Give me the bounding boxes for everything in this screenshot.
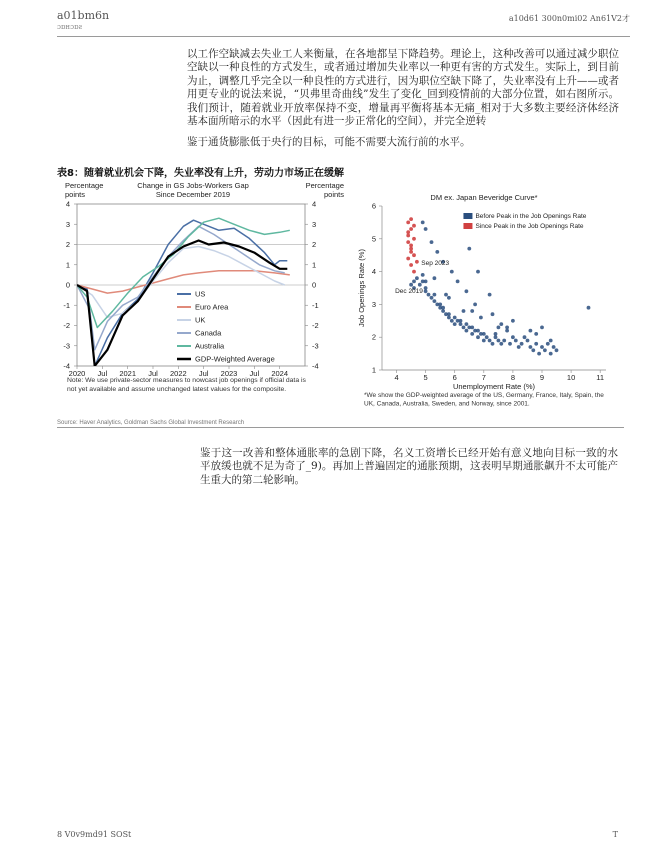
y-tick-label: 3 [371, 299, 376, 309]
y-tick-label-left: 4 [65, 199, 70, 209]
scatter-point-before-peak [450, 319, 454, 323]
scatter-point-before-peak [491, 342, 495, 346]
scatter-point-since-peak [406, 257, 410, 261]
header-right-text: a10d61 300n0mi02 An61V2才 [508, 14, 630, 23]
scatter-point-before-peak [433, 293, 437, 297]
scatter-point-before-peak [476, 270, 480, 274]
x-tick-label: 10 [566, 373, 576, 382]
scatter-point-before-peak [470, 309, 474, 313]
scatter-point-before-peak [473, 303, 477, 307]
scatter-point-before-peak [465, 329, 469, 333]
y-tick-label-right: -3 [312, 341, 319, 351]
chart-note: Note: We use private-sector measures to nowcast job openings if official data is [67, 377, 306, 384]
scatter-point-before-peak [488, 339, 492, 343]
scatter-point-before-peak [555, 348, 559, 352]
scatter-point-before-peak [549, 352, 553, 356]
scatter-point-before-peak [447, 296, 451, 300]
x-tick-label: 2021 [119, 369, 137, 378]
scatter-point-before-peak [421, 221, 425, 225]
x-tick-label: 5 [423, 373, 428, 382]
scatter-point-before-peak [491, 312, 495, 316]
chart-note: not yet available and assume unchanged latest values for the composite. [67, 386, 287, 393]
scatter-point-before-peak [424, 289, 428, 293]
scatter-point-before-peak [502, 339, 506, 343]
y-tick-label-left: 3 [65, 219, 70, 229]
jobs-workers-gap-chart [57, 176, 347, 420]
footer-left-text: 8 V0v9md91 SOSt [57, 830, 132, 839]
y-tick-label-left: 1 [65, 260, 70, 270]
y-tick-label-right: -2 [312, 321, 319, 330]
brand-logo [57, 10, 109, 33]
x-tick-label: 2023 [220, 369, 238, 378]
figure-container [57, 176, 624, 426]
scatter-point-before-peak [424, 227, 428, 231]
y-axis-label-right: points [323, 190, 344, 199]
scatter-point-before-peak [447, 312, 451, 316]
scatter-point-before-peak [459, 322, 463, 326]
scatter-point-before-peak [534, 342, 538, 346]
scatter-point-since-peak [406, 221, 410, 225]
scatter-point-before-peak [450, 270, 454, 274]
scatter-point-before-peak [462, 326, 466, 330]
chart-note: *We show the GDP-weighted average of the US, Germany, France, Italy, Spain, the [364, 392, 604, 399]
page-number: T [612, 830, 618, 839]
scatter-point-since-peak [412, 270, 416, 274]
scatter-point-before-peak [497, 326, 501, 330]
scatter-point-before-peak [505, 326, 509, 330]
x-tick-label: 9 [539, 373, 545, 382]
x-tick-label: Jul [198, 369, 209, 378]
scatter-point-before-peak [470, 326, 474, 330]
chart-subtitle: Since December 2019 [155, 190, 231, 199]
scatter-point-before-peak [494, 332, 498, 336]
y-tick-label-left: 0 [65, 280, 70, 290]
scatter-point-before-peak [456, 280, 460, 284]
scatter-point-before-peak [465, 322, 469, 326]
scatter-point-since-peak [415, 260, 419, 264]
scatter-point-before-peak [438, 303, 442, 307]
scatter-point-before-peak [430, 296, 434, 300]
scatter-point-before-peak [409, 283, 413, 287]
scatter-point-before-peak [499, 342, 503, 346]
legend-swatch [463, 213, 472, 219]
scatter-point-before-peak [514, 339, 518, 343]
scatter-point-before-peak [453, 322, 457, 326]
scatter-point-before-peak [543, 348, 547, 352]
scatter-point-before-peak [517, 345, 521, 349]
y-tick-label-left: -4 [63, 361, 70, 371]
x-tick-label: Jul [97, 369, 108, 378]
scatter-point-before-peak [412, 280, 416, 284]
y-tick-label-right: -1 [312, 300, 319, 310]
scatter-point-before-peak [424, 286, 428, 290]
scatter-point-since-peak [409, 250, 413, 254]
legend-label: US [195, 289, 206, 299]
brand-logo-subtext: ɔɒʜɔɒƨ [57, 23, 83, 31]
scatter-point-before-peak [497, 339, 501, 343]
scatter-point-since-peak [406, 240, 410, 244]
scatter-point-before-peak [549, 339, 553, 343]
scatter-point-before-peak [430, 240, 434, 244]
x-tick-label: Jul [249, 369, 260, 378]
scatter-point-before-peak [476, 329, 480, 333]
y-tick-label: 6 [371, 201, 376, 211]
x-tick-label: 2020 [68, 369, 86, 378]
legend-label: Euro Area [195, 302, 229, 312]
scatter-point-before-peak [479, 316, 483, 320]
scatter-point-before-peak [444, 293, 448, 297]
y-tick-label-right: 4 [312, 199, 317, 209]
y-tick-label-left: 2 [65, 240, 70, 249]
y-tick-label-right: 2 [312, 240, 317, 249]
scatter-point-before-peak [441, 306, 445, 310]
scatter-point-before-peak [459, 319, 463, 323]
scatter-point-since-peak [412, 237, 416, 241]
x-axis-label: Unemployment Rate (%) [452, 382, 536, 391]
scatter-point-since-peak [412, 224, 416, 228]
scatter-point-before-peak [462, 309, 466, 313]
series-line-gdp [77, 241, 287, 367]
chart-annotation: Sep 2023 [421, 260, 450, 268]
scatter-point-before-peak [465, 289, 469, 293]
x-tick-label: 2024 [271, 369, 289, 378]
scatter-point-before-peak [540, 345, 544, 349]
scatter-point-before-peak [433, 299, 437, 303]
scatter-point-before-peak [511, 319, 515, 323]
figure-source: Source: Haver Analytics, Goldman Sachs Global Investment Research [57, 420, 245, 426]
y-tick-label: 4 [371, 267, 376, 277]
beveridge-curve-chart [354, 176, 624, 420]
scatter-point-before-peak [511, 335, 515, 339]
scatter-point-before-peak [537, 352, 541, 356]
scatter-point-before-peak [418, 283, 422, 287]
chart-title: DM ex. Japan Beveridge Curve* [430, 193, 538, 202]
x-tick-label: Jul [148, 369, 158, 378]
y-tick-label-right: 1 [312, 260, 317, 270]
y-axis-label: Job Openings Rate (%) [357, 249, 366, 327]
x-tick-label: 8 [510, 373, 515, 382]
scatter-point-before-peak [529, 345, 533, 349]
scatter-point-before-peak [587, 306, 591, 310]
y-tick-label: 1 [371, 365, 376, 375]
scatter-point-before-peak [435, 250, 439, 254]
scatter-point-before-peak [482, 332, 486, 336]
x-tick-label: 2022 [169, 369, 187, 378]
scatter-point-before-peak [508, 342, 512, 346]
chart-title: Change in GS Jobs-Workers Gap [137, 181, 249, 190]
y-tick-label: 2 [371, 332, 376, 342]
x-tick-label: 4 [394, 373, 399, 382]
scatter-point-before-peak [534, 332, 538, 336]
scatter-point-since-peak [406, 230, 410, 234]
scatter-point-before-peak [470, 332, 474, 336]
scatter-point-since-peak [409, 263, 413, 267]
x-tick-label: 7 [481, 373, 486, 382]
scatter-point-before-peak [529, 329, 533, 333]
chart-annotation: Dec 2019 [395, 287, 423, 295]
scatter-point-before-peak [520, 342, 524, 346]
scatter-point-before-peak [447, 316, 451, 320]
scatter-point-before-peak [526, 339, 530, 343]
x-tick-label: 6 [452, 373, 457, 382]
legend-label: Australia [195, 341, 225, 351]
y-axis-label-right: Percentage [305, 181, 344, 190]
body-paragraph-2: 鉴于通货膨胀低于央行的目标，可能不需要大流行前的水平。 [187, 136, 471, 148]
scatter-point-before-peak [453, 316, 457, 320]
scatter-point-before-peak [467, 247, 471, 251]
y-tick-label-right: -4 [312, 361, 319, 371]
y-axis-label-left: points [65, 190, 86, 199]
y-axis-label-left: Percentage [65, 181, 104, 190]
scatter-point-before-peak [476, 335, 480, 339]
y-tick-label-left: -2 [63, 321, 70, 330]
scatter-point-before-peak [421, 273, 425, 277]
legend-label: Canada [195, 328, 222, 338]
scatter-point-before-peak [499, 322, 503, 326]
scatter-point-before-peak [494, 335, 498, 339]
scatter-point-before-peak [531, 348, 535, 352]
x-tick-label: 11 [596, 373, 605, 382]
scatter-point-since-peak [406, 234, 410, 238]
scatter-point-before-peak [424, 280, 428, 284]
legend-label: GDP-Weighted Average [195, 354, 275, 364]
y-tick-label-right: 3 [312, 219, 317, 229]
figure-title: 表8：随着就业机会下降，失业率没有上升，劳动力市场正在缓解 [57, 168, 344, 179]
body-paragraph-3: 鉴于这一改善和整体通胀率的急剧下降，名义工资增长已经开始有意义地向目标一致的水平放缓也就不足为奇了_9)。再加上普遍固定的通胀预期，这表明早期通胀飙升不太可能产生重大的第二轮影响。 [200, 447, 618, 486]
chart-note: UK, Canada, Australia, Sweden, and Norway, since 2001. [364, 400, 530, 408]
scatter-point-since-peak [412, 253, 416, 257]
brand-logo-text: a01bm6n [57, 9, 110, 22]
scatter-point-before-peak [546, 342, 550, 346]
y-tick-label-right: 0 [312, 280, 317, 290]
scatter-point-before-peak [488, 293, 492, 297]
scatter-point-before-peak [485, 335, 489, 339]
scatter-point-before-peak [427, 293, 431, 297]
scatter-point-before-peak [441, 309, 445, 313]
figure-source-divider [57, 427, 624, 428]
scatter-point-before-peak [482, 339, 486, 343]
scatter-point-since-peak [409, 217, 413, 221]
scatter-point-before-peak [433, 276, 437, 280]
scatter-point-before-peak [540, 326, 544, 330]
scatter-point-since-peak [409, 227, 413, 231]
series-line-euro-area [77, 271, 290, 293]
body-paragraph-1: 以工作空缺减去失业工人来衡量，在各地都呈下降趋势。理论上，这种改善可以通过减少职位空缺以一种良性的方式发生，或者通过增加失业率以一种更有害的方式发生。实际上，到目前为止，调整几乎完全以一种良性的方式进行，因为职位空缺下降了，失业率没有上升——或者用更专业的说法来说，“贝弗里奇曲线”发生了变化_回到疫情前的大部分位置，如右图所示。我们预计，随着就业开放率保持不变，增量再平衡将基本无痛_相对于大多数主要经济体经济基本面所暗示的水平（因此有进一步正常化的空间），并完全逆转 [187, 48, 619, 128]
legend-label: Before Peak in the Job Openings Rate [475, 213, 587, 220]
header-divider [57, 36, 630, 37]
y-tick-label-left: -1 [63, 300, 70, 310]
scatter-point-before-peak [415, 276, 419, 280]
scatter-point-before-peak [523, 335, 527, 339]
y-tick-label: 5 [371, 234, 376, 244]
scatter-point-before-peak [552, 345, 556, 349]
y-tick-label-left: -3 [63, 341, 70, 351]
scatter-point-since-peak [409, 244, 413, 248]
legend-swatch [463, 223, 472, 229]
legend-label: Since Peak in the Job Openings Rate [475, 223, 584, 230]
legend-label: UK [195, 315, 206, 325]
